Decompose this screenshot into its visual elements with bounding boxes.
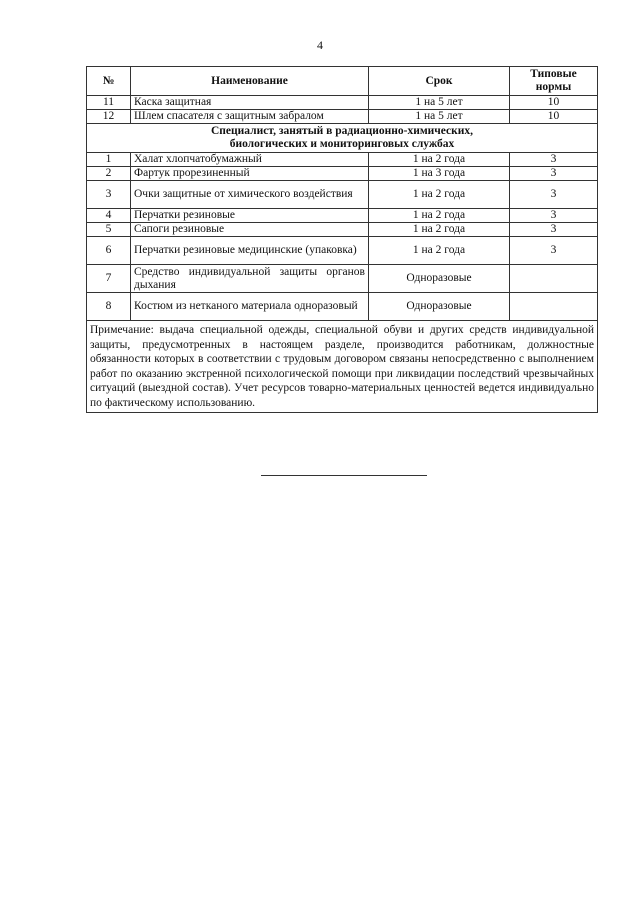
header-norm-line2: нормы xyxy=(535,81,572,93)
note-row xyxy=(87,321,598,413)
row-name: Фартук прорезиненный xyxy=(131,167,369,181)
row-term: 1 на 2 года xyxy=(369,181,510,209)
row-num: 7 xyxy=(87,265,131,293)
table-row xyxy=(87,223,598,237)
row-norm: 3 xyxy=(510,181,598,209)
header-name: Наименование xyxy=(131,67,369,96)
row-num: 4 xyxy=(87,209,131,223)
row-norm xyxy=(510,265,598,293)
row-term: 1 на 2 года xyxy=(369,209,510,223)
row-norm: 3 xyxy=(510,153,598,167)
table-row xyxy=(87,96,598,110)
row-num: 2 xyxy=(87,167,131,181)
row-term: 1 на 2 года xyxy=(369,223,510,237)
norms-table xyxy=(86,66,598,413)
table-row xyxy=(87,237,598,265)
row-name: Средство индивидуальной защиты органов дыхания xyxy=(131,265,369,293)
row-name: Шлем спасателя с защитным забралом xyxy=(131,110,369,124)
row-num: 12 xyxy=(87,110,131,124)
row-term: Одноразовые xyxy=(369,265,510,293)
row-norm: 3 xyxy=(510,223,598,237)
table-row xyxy=(87,167,598,181)
row-num: 6 xyxy=(87,237,131,265)
note-text: Примечание: выдача специальной одежды, специальной обуви и других средств индивидуальной защиты, предусмотренных в настоящем разделе, производится работникам, должностные обязанности которых в соответствии с трудовым договором связаны непосредственно с выполнением работ по оказанию экстренной психологической помощи при ликвидации последствий чрезвычайных ситуаций (выездной состав). Учет ресурсов товарно-материальных ценностей ведется индивидуально по фактическому использованию. xyxy=(87,321,598,413)
row-norm xyxy=(510,293,598,321)
row-term: Одноразовые xyxy=(369,293,510,321)
header-norm-line1: Типовые xyxy=(530,68,577,80)
table-row xyxy=(87,209,598,223)
row-name: Халат хлопчатобумажный xyxy=(131,153,369,167)
row-norm: 10 xyxy=(510,96,598,110)
row-norm: 10 xyxy=(510,110,598,124)
row-num: 11 xyxy=(87,96,131,110)
section-title-line2: биологических и мониторинговых службах xyxy=(229,138,455,150)
row-norm: 3 xyxy=(510,237,598,265)
row-name: Каска защитная xyxy=(131,96,369,110)
page-number: 4 xyxy=(317,38,323,52)
header-term: Срок xyxy=(369,67,510,96)
row-num: 8 xyxy=(87,293,131,321)
row-name: Перчатки резиновые медицинские (упаковка) xyxy=(131,237,369,265)
row-name: Очки защитные от химического воздействия xyxy=(131,181,369,209)
row-term: 1 на 3 года xyxy=(369,167,510,181)
row-name: Костюм из нетканого материала одноразовый xyxy=(131,293,369,321)
row-name: Перчатки резиновые xyxy=(131,209,369,223)
table-row xyxy=(87,181,598,209)
table-row xyxy=(87,265,598,293)
row-num: 3 xyxy=(87,181,131,209)
table-row xyxy=(87,153,598,167)
row-term: 1 на 5 лет xyxy=(369,110,510,124)
section-header-row xyxy=(87,124,598,153)
row-num: 5 xyxy=(87,223,131,237)
row-term: 1 на 2 года xyxy=(369,237,510,265)
header-num: № xyxy=(87,67,131,96)
section-title xyxy=(87,124,598,153)
row-term: 1 на 2 года xyxy=(369,153,510,167)
table-row xyxy=(87,110,598,124)
row-term: 1 на 5 лет xyxy=(369,96,510,110)
header-norm xyxy=(510,67,598,96)
section-title-line1: Специалист, занятый в радиационно-химических, xyxy=(210,125,473,137)
row-norm: 3 xyxy=(510,209,598,223)
closing-divider-line xyxy=(261,475,427,476)
row-name: Сапоги резиновые xyxy=(131,223,369,237)
table-header-row xyxy=(87,67,598,96)
table-row xyxy=(87,293,598,321)
row-norm: 3 xyxy=(510,167,598,181)
row-num: 1 xyxy=(87,153,131,167)
